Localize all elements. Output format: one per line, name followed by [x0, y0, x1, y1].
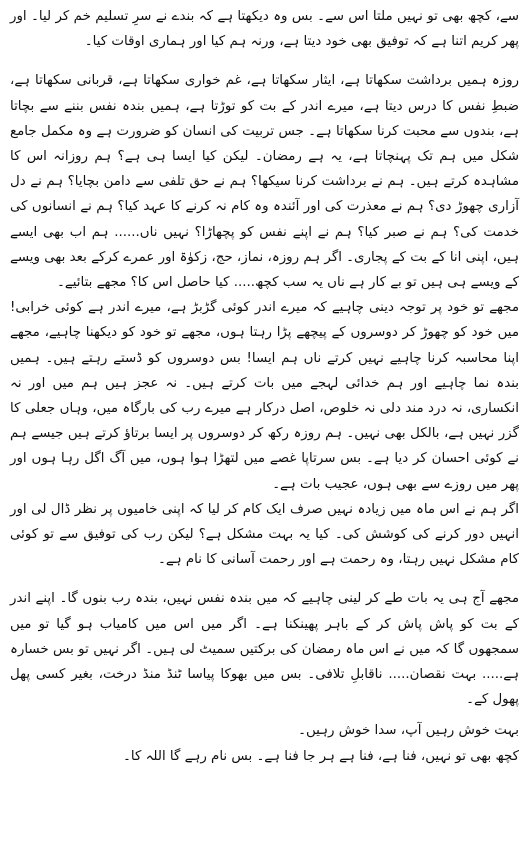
- closing-line-1: بہت خوش رہیں آپ، سدا خوش رہیں۔: [298, 723, 519, 739]
- paragraph-5: مجھے آج ہی یہ بات طے کر لینی چاہیے کہ میں بندہ نفس نہیں، بندہ رب بنوں گا۔ اپنے اندر کے بت کو پاش پاش کر کے باہر پھینکنا ہے۔ اگر میں اس میں کامیاب ہو گیا تو میں سمجھوں گا کہ میں نے اس ماہ رمضان کی برکتیں سمیٹ لی ہیں۔ اگر نہیں تو بس خسارہ ہے..... بہت نقصان..... ناقابلِ تلافی۔ بس میں بھوکا پیاسا ٹنڈ منڈ درخت، بغیر کسی پھل پھول کے۔: [10, 591, 519, 708]
- paragraph-2: روزہ ہمیں برداشت سکھاتا ہے، ایثار سکھاتا ہے، غم خواری سکھاتا ہے، قربانی سکھاتا ہے، ضبطِ نفس کا درس دیتا ہے، میرے اندر کے بت کو توڑتا ہے، ہمیں بندہ نفس بننے سے بچاتا ہے، بندوں سے محبت کرنا سکھاتا ہے۔ جس تربیت کی انسان کو ضرورت ہے وہ مکمل جامع شکل میں ہم تک پہنچاتا ہے، یہ ہے رمضان۔ لیکن کیا ایسا ہی ہے؟ ہم روزانہ اس کا مشاہدہ کرتے ہیں۔ ہم نے برداشت کرنا سیکھا؟ ہم نے حق تلفی سے دامن بچایا؟ ہم نے دل آزاری چھوڑ دی؟ ہم نے معذرت کی اور آئندہ وہ کام نہ کرنے کا عہد کیا؟ ہم نے انسانوں کی خدمت کی؟ ہم نے صبر کیا؟ ہم نے اپنے نفس کو پچھاڑا؟ نہیں ناں...... ہم اب بھی ایسے ہیں، اپنی انا کے بت کے پجاری۔ اگر ہم روزہ، نماز، حج، زکوٰۃ اور عمرے کرکے بعد بھی ویسے کے ویسے ہی ہیں تو بے کار ہے ناں یہ سب کچھ..... کیا حاصل اس کا؟ مجھے بتائیے۔: [10, 73, 519, 291]
- paragraph-4: اگر ہم نے اس ماہ میں زیادہ نہیں صرف ایک کام کر لیا کہ اپنی خامیوں پر نظر ڈال لی اور انہیں دور کرنے کی کوشش کی۔ کیا یہ بہت مشکل ہے؟ لیکن رب کی توفیق سے تو کوئی کام مشکل نہیں رہتا، وہ رحمت ہے اور رحمت آسانی کا نام ہے۔: [10, 501, 519, 568]
- paragraph-3: مجھے تو خود پر توجہ دینی چاہیے کہ میرے اندر کوئی گڑبڑ ہے، میرے اندر ہے کوئی خرابی! میں خود کو چھوڑ کر دوسروں کے پیچھے پڑا رہتا ہوں، مجھے تو خود کو دیکھنا چاہیے، مجھے اپنا محاسبہ کرنا چاہیے نہیں کرتے ناں ہم ایسا! بس دوسروں کو ڈستے رہتے ہیں۔ ہمیں بندہ نما چاہیے اور ہم خدائی لہجے میں بات کرتے ہیں۔ نہ عجز ہیں ہم میں اور نہ انکساری، نہ درد مند دلی نہ خلوص، اصل درکار ہے میرے رب کی بارگاہ میں، وہاں جعلی کا گزر نہیں ہے، بالکل بھی نہیں۔ ہم روزہ رکھ کر دوسروں پر ایسا برتاؤ کرتے ہیں جیسے ہم نے کوئی احسان کر دیا ہے۔ بس سرتاپا غصے میں لتھڑا ہوا ہوں، میں آگ اگل رہا ہوں اور پھر میں روزے سے بھی ہوں، عجیب بات ہے۔: [10, 300, 519, 492]
- paragraph-1: سے، کچھ بھی تو نہیں ملتا اس سے۔ بس وہ دیکھتا ہے کہ بندے نے سرِ تسلیم خم کر لیا۔ اور پھر کریم اتنا ہے کہ توفیق بھی خود دیتا ہے، ورنہ ہم کیا اور ہماری اوقات کیا۔: [10, 9, 519, 50]
- closing-line-2: کچھ بھی تو نہیں، فنا ہے، فنا ہے ہر جا فنا ہے۔ بس نام رہے گا اللہ کا۔: [123, 748, 519, 764]
